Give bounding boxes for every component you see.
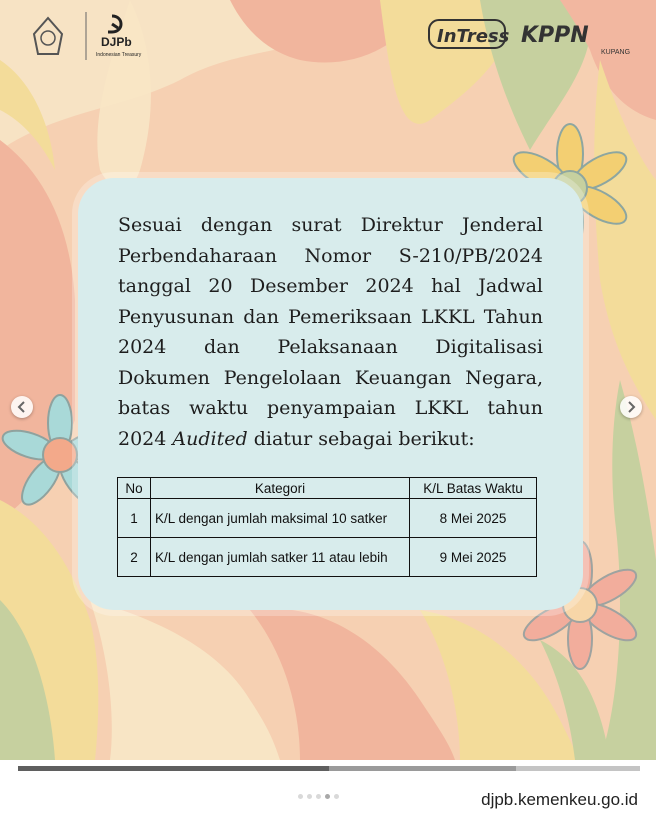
- table-row: [118, 538, 537, 577]
- paragraph-italic: Audited: [172, 427, 248, 450]
- slide-progress-bar: [18, 766, 640, 771]
- row-no: 2: [118, 538, 151, 577]
- info-paragraph: [118, 210, 543, 454]
- intress-logo-text: InTress: [437, 26, 510, 47]
- table-header-row: [118, 478, 537, 499]
- row-kategori: K/L dengan jumlah maksimal 10 satker: [151, 499, 410, 538]
- next-arrow-icon: [626, 401, 636, 413]
- djpb-logo-text: DJPb: [101, 35, 132, 49]
- carousel-dot[interactable]: [298, 794, 303, 799]
- paragraph-main: Sesuai dengan surat Direktur Jenderal Perbendaharaan Nomor S-210/PB/2024 tanggal 20 Desember 2024 hal Jadwal Penyusunan dan Pemeriksaan LKKL Tahun 2024 dan Pelaksanaan Digitalisasi Dokumen Pengelolaan Keuangan Negara, batas waktu penyampaian LKKL tahun 2024: [118, 214, 543, 450]
- schedule-table: [117, 477, 537, 577]
- header-kategori: Kategori: [151, 478, 410, 499]
- progress-done: [18, 766, 329, 771]
- row-batas-waktu: 8 Mei 2025: [410, 499, 537, 538]
- prev-arrow-icon: [17, 401, 27, 413]
- djpb-logo: [30, 10, 170, 62]
- kppn-logo-subtitle: KUPANG: [601, 49, 631, 56]
- next-slide-button[interactable]: [620, 396, 642, 418]
- carousel-dot[interactable]: [325, 794, 330, 799]
- website-url: djpb.kemenkeu.go.id: [481, 790, 638, 809]
- kppn-logo-text: KPPN: [521, 23, 589, 48]
- info-card: [78, 178, 583, 610]
- carousel-dots: [298, 794, 339, 799]
- row-kategori: K/L dengan jumlah satker 11 atau lebih: [151, 538, 410, 577]
- carousel-dot[interactable]: [307, 794, 312, 799]
- prev-slide-button[interactable]: [11, 396, 33, 418]
- djpb-logo-subtitle: Indonesian Treasury: [96, 52, 142, 58]
- carousel-dot[interactable]: [316, 794, 321, 799]
- table-row: [118, 499, 537, 538]
- intress-kppn-logo: [427, 14, 642, 58]
- carousel-dot[interactable]: [334, 794, 339, 799]
- paragraph-end: diatur sebagai berikut:: [253, 427, 475, 450]
- row-batas-waktu: 9 Mei 2025: [410, 538, 537, 577]
- row-no: 1: [118, 499, 151, 538]
- progress-current: [329, 766, 516, 771]
- header-batas-waktu: K/L Batas Waktu: [410, 478, 537, 499]
- header-no: No: [118, 478, 151, 499]
